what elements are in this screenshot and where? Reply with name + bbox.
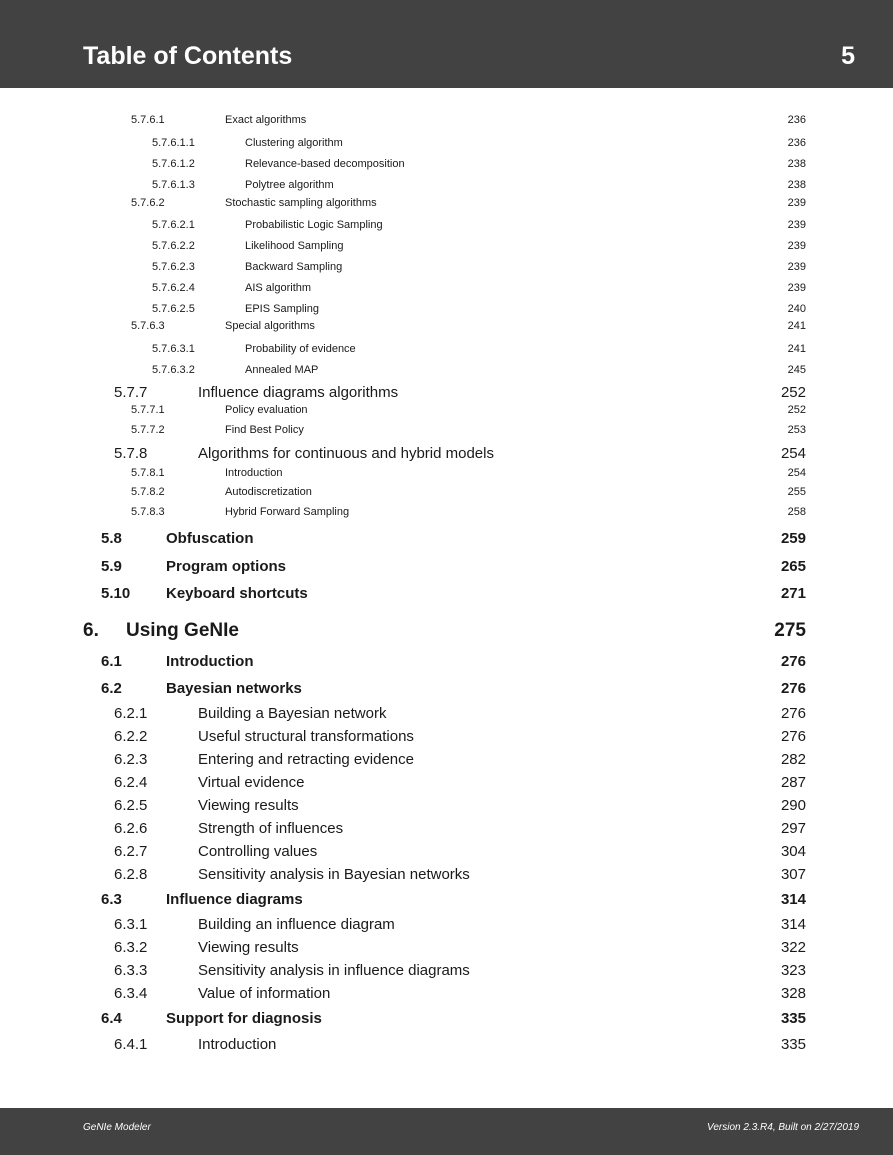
toc-entry-title: Exact algorithms xyxy=(225,114,307,126)
toc-entry[interactable] xyxy=(114,384,806,401)
toc-entry-page: 254 xyxy=(780,445,806,462)
toc-entry[interactable] xyxy=(114,939,806,956)
toc-entry-page: 238 xyxy=(787,179,806,191)
toc-entry-title: Introduction xyxy=(198,1036,277,1053)
toc-entry[interactable] xyxy=(131,114,806,126)
toc-entry-title: Sensitivity analysis in influence diagrams xyxy=(198,962,470,979)
toc-entry-page: 239 xyxy=(787,282,806,294)
page-header xyxy=(0,0,893,88)
toc-entry-title: Hybrid Forward Sampling xyxy=(225,506,350,518)
toc-entry-title: Introduction xyxy=(166,653,254,670)
toc-entry-number: 6.3 xyxy=(101,891,122,908)
toc-entry-page: 328 xyxy=(780,985,806,1002)
toc-entry-number: 5.7.6.3.1 xyxy=(152,343,195,355)
toc-entry[interactable] xyxy=(114,985,806,1002)
toc-entry-number: 6.3.3 xyxy=(114,962,148,979)
toc-entry[interactable] xyxy=(131,320,806,332)
toc-entry[interactable] xyxy=(101,653,806,670)
toc-entry-page: 252 xyxy=(787,404,806,416)
toc-entry-title: Autodiscretization xyxy=(225,486,312,498)
toc-entry-number: 6.4.1 xyxy=(114,1036,148,1053)
toc-entry-title: Obfuscation xyxy=(166,530,254,547)
toc-entry-title: AIS algorithm xyxy=(245,282,312,294)
toc-entry[interactable] xyxy=(114,728,806,745)
footer-product-name: GeNIe Modeler xyxy=(83,1122,151,1133)
toc-entry-page: 239 xyxy=(787,219,806,231)
toc-entry-number: 5.7.6.2 xyxy=(131,197,165,209)
toc-entry-page: 241 xyxy=(787,320,806,332)
toc-entry-page: 276 xyxy=(780,728,806,745)
toc-entry-number: 6.3.1 xyxy=(114,916,148,933)
toc-entry-page: 297 xyxy=(780,820,806,837)
toc-entry-number: 5.7.6.1.3 xyxy=(152,179,195,191)
toc-entry-title: Support for diagnosis xyxy=(166,1010,322,1027)
toc-entry-number: 5.9 xyxy=(101,558,122,575)
toc-entry-title: Strength of influences xyxy=(198,820,344,837)
toc-entry-page: 253 xyxy=(787,424,806,436)
toc-entry-title: Useful structural transformations xyxy=(198,728,414,745)
toc-entry-page: 323 xyxy=(780,962,806,979)
toc-entry-number: 5.7.6.1.2 xyxy=(152,158,195,170)
toc-entry-page: 276 xyxy=(780,680,806,697)
toc-entry-title: Policy evaluation xyxy=(225,404,308,416)
toc-entry[interactable] xyxy=(152,179,806,191)
toc-entry-page: 238 xyxy=(787,158,806,170)
toc-entry[interactable] xyxy=(114,751,806,768)
toc-entry-page: 258 xyxy=(787,506,806,518)
toc-entry-number: 6.2 xyxy=(101,680,122,697)
toc-entry-title: Probability of evidence xyxy=(245,343,356,355)
toc-entry-number: 5.10 xyxy=(101,585,131,602)
toc-entry-page: 290 xyxy=(780,797,806,814)
toc-entry-title: Find Best Policy xyxy=(225,424,304,436)
toc-entry-title: Entering and retracting evidence xyxy=(198,751,414,768)
toc-entry-number: 5.7.6.3 xyxy=(131,320,165,332)
toc-entry[interactable] xyxy=(114,962,806,979)
toc-entry-page: 307 xyxy=(780,866,806,883)
toc-entry-number: 6.3.4 xyxy=(114,985,148,1002)
toc-entry-number: 6.3.2 xyxy=(114,939,148,956)
toc-entry[interactable] xyxy=(114,916,806,933)
toc-entry-title: Value of information xyxy=(198,985,331,1002)
toc-entry-title: Virtual evidence xyxy=(198,774,305,791)
toc-entry-page: 265 xyxy=(780,558,806,575)
toc-entry[interactable] xyxy=(152,240,806,252)
toc-entry-number: 5.7.7.1 xyxy=(131,404,165,416)
toc-entry-page: 236 xyxy=(787,114,806,126)
toc-entry-page: 282 xyxy=(780,751,806,768)
toc-entry-title: Polytree algorithm xyxy=(245,179,334,191)
toc-entry[interactable] xyxy=(114,445,806,462)
toc-entry[interactable] xyxy=(114,866,806,883)
toc-entry-title: Annealed MAP xyxy=(245,364,319,376)
toc-entry-title: Influence diagrams algorithms xyxy=(198,384,399,401)
toc-entry-page: 239 xyxy=(787,240,806,252)
toc-entry[interactable] xyxy=(114,843,806,860)
toc-entry-page: 241 xyxy=(787,343,806,355)
toc-entry[interactable] xyxy=(114,774,806,791)
toc-entry-number: 6. xyxy=(83,620,99,641)
toc-entry-title: Viewing results xyxy=(198,939,299,956)
toc-entry-title: Controlling values xyxy=(198,843,318,860)
toc-entry[interactable] xyxy=(101,891,806,908)
toc-entry-number: 5.7.6.2.3 xyxy=(152,261,195,273)
toc-entry-number: 5.7.6.2.1 xyxy=(152,219,195,231)
toc-entry-page: 322 xyxy=(780,939,806,956)
toc-entry-number: 6.2.1 xyxy=(114,705,148,722)
toc-entry-page: 276 xyxy=(780,653,806,670)
toc-entry-page: 276 xyxy=(780,705,806,722)
toc-entry[interactable] xyxy=(131,506,806,518)
toc-entry[interactable] xyxy=(152,303,806,315)
toc-entry-number: 5.7.8.2 xyxy=(131,486,165,498)
toc-entry-page: 254 xyxy=(787,467,806,479)
toc-entry-number: 5.7.7.2 xyxy=(131,424,165,436)
toc-entry-number: 5.7.7 xyxy=(114,384,148,401)
toc-entry[interactable] xyxy=(131,467,806,479)
toc-entry[interactable] xyxy=(114,820,806,837)
toc-entry[interactable] xyxy=(152,261,806,273)
toc-entry[interactable] xyxy=(101,558,806,575)
toc-entry-number: 6.2.4 xyxy=(114,774,148,791)
toc-entry-page: 275 xyxy=(774,620,806,641)
toc-entry-page: 259 xyxy=(780,530,806,547)
footer-version: Version 2.3.R4, Built on 2/27/2019 xyxy=(707,1122,859,1133)
toc-entry-number: 6.1 xyxy=(101,653,122,670)
toc-entry-title: Clustering algorithm xyxy=(245,137,343,149)
toc-entry[interactable] xyxy=(152,343,806,355)
toc-entry[interactable] xyxy=(152,158,806,170)
toc-entry[interactable] xyxy=(131,404,806,416)
toc-entry-page: 335 xyxy=(780,1036,806,1053)
toc-entry-title: Likelihood Sampling xyxy=(245,240,344,252)
toc-entry-title: Algorithms for continuous and hybrid models xyxy=(198,445,494,462)
toc-entry-title: Backward Sampling xyxy=(245,261,343,273)
toc-entry-title: Relevance-based decomposition xyxy=(245,158,405,170)
toc-entry[interactable] xyxy=(101,530,806,547)
toc-entry-number: 5.7.8 xyxy=(114,445,148,462)
toc-entry-number: 5.7.8.3 xyxy=(131,506,165,518)
toc-entry-title: Using GeNIe xyxy=(126,620,239,641)
toc-entry-title: Viewing results xyxy=(198,797,299,814)
toc-entry-number: 5.8 xyxy=(101,530,122,547)
toc-entry[interactable] xyxy=(101,585,806,602)
toc-entry-title: Building an influence diagram xyxy=(198,916,395,933)
toc-entry-page: 252 xyxy=(780,384,806,401)
toc-entry-title: Influence diagrams xyxy=(166,891,303,908)
page-number: 5 xyxy=(841,42,855,70)
toc-entry-title: Stochastic sampling algorithms xyxy=(225,197,377,209)
toc-entry-number: 6.4 xyxy=(101,1010,122,1027)
toc-entry[interactable] xyxy=(152,219,806,231)
toc-entry-title: Keyboard shortcuts xyxy=(166,585,308,602)
toc-entry-title: Program options xyxy=(166,558,287,575)
toc-entry-number: 5.7.6.2.5 xyxy=(152,303,195,315)
toc-entry-page: 255 xyxy=(787,486,806,498)
toc-entry-page: 245 xyxy=(787,364,806,376)
toc-entry-title: Introduction xyxy=(225,467,283,479)
toc-entry[interactable] xyxy=(152,282,806,294)
toc-entry-title: Bayesian networks xyxy=(166,680,302,697)
toc-entry-number: 5.7.6.1 xyxy=(131,114,165,126)
toc-entry-page: 240 xyxy=(787,303,806,315)
toc-entry-page: 271 xyxy=(780,585,806,602)
toc-entry[interactable] xyxy=(152,137,806,149)
toc-entry[interactable] xyxy=(114,1036,806,1053)
toc-entry[interactable] xyxy=(101,1010,806,1027)
toc-entry-number: 6.2.3 xyxy=(114,751,148,768)
toc-entry-title: Probabilistic Logic Sampling xyxy=(245,219,383,231)
page-footer xyxy=(0,1108,893,1155)
toc-chapter-entry[interactable] xyxy=(83,620,806,642)
toc-entry-page: 335 xyxy=(780,1010,806,1027)
toc-entry-number: 5.7.6.2.2 xyxy=(152,240,195,252)
toc-entry-title: Building a Bayesian network xyxy=(198,705,387,722)
toc-entry-number: 5.7.6.1.1 xyxy=(152,137,195,149)
toc-entry-page: 314 xyxy=(780,916,806,933)
toc-entry-number: 6.2.6 xyxy=(114,820,148,837)
toc-entry-number: 6.2.7 xyxy=(114,843,148,860)
toc-entry-number: 6.2.5 xyxy=(114,797,148,814)
toc-entry-number: 5.7.6.3.2 xyxy=(152,364,195,376)
toc-entry-number: 6.2.8 xyxy=(114,866,148,883)
page-title: Table of Contents xyxy=(83,42,293,70)
toc-entry[interactable] xyxy=(131,424,806,436)
toc-entry-page: 304 xyxy=(780,843,806,860)
toc-entry[interactable] xyxy=(152,364,806,376)
toc-entry[interactable] xyxy=(114,705,806,722)
toc-entry[interactable] xyxy=(114,797,806,814)
toc-entry[interactable] xyxy=(131,197,806,209)
toc-entry-number: 5.7.8.1 xyxy=(131,467,165,479)
toc-entry[interactable] xyxy=(131,486,806,498)
toc-entry-page: 287 xyxy=(780,774,806,791)
toc-entry[interactable] xyxy=(101,680,806,697)
toc-entry-page: 236 xyxy=(787,137,806,149)
toc-entry-number: 5.7.6.2.4 xyxy=(152,282,195,294)
toc-entry-title: Sensitivity analysis in Bayesian networks xyxy=(198,866,470,883)
toc-entry-number: 6.2.2 xyxy=(114,728,148,745)
toc-entry-page: 239 xyxy=(787,261,806,273)
toc-entry-page: 314 xyxy=(780,891,806,908)
toc-entry-page: 239 xyxy=(787,197,806,209)
toc-entry-title: Special algorithms xyxy=(225,320,315,332)
toc-entry-title: EPIS Sampling xyxy=(245,303,319,315)
